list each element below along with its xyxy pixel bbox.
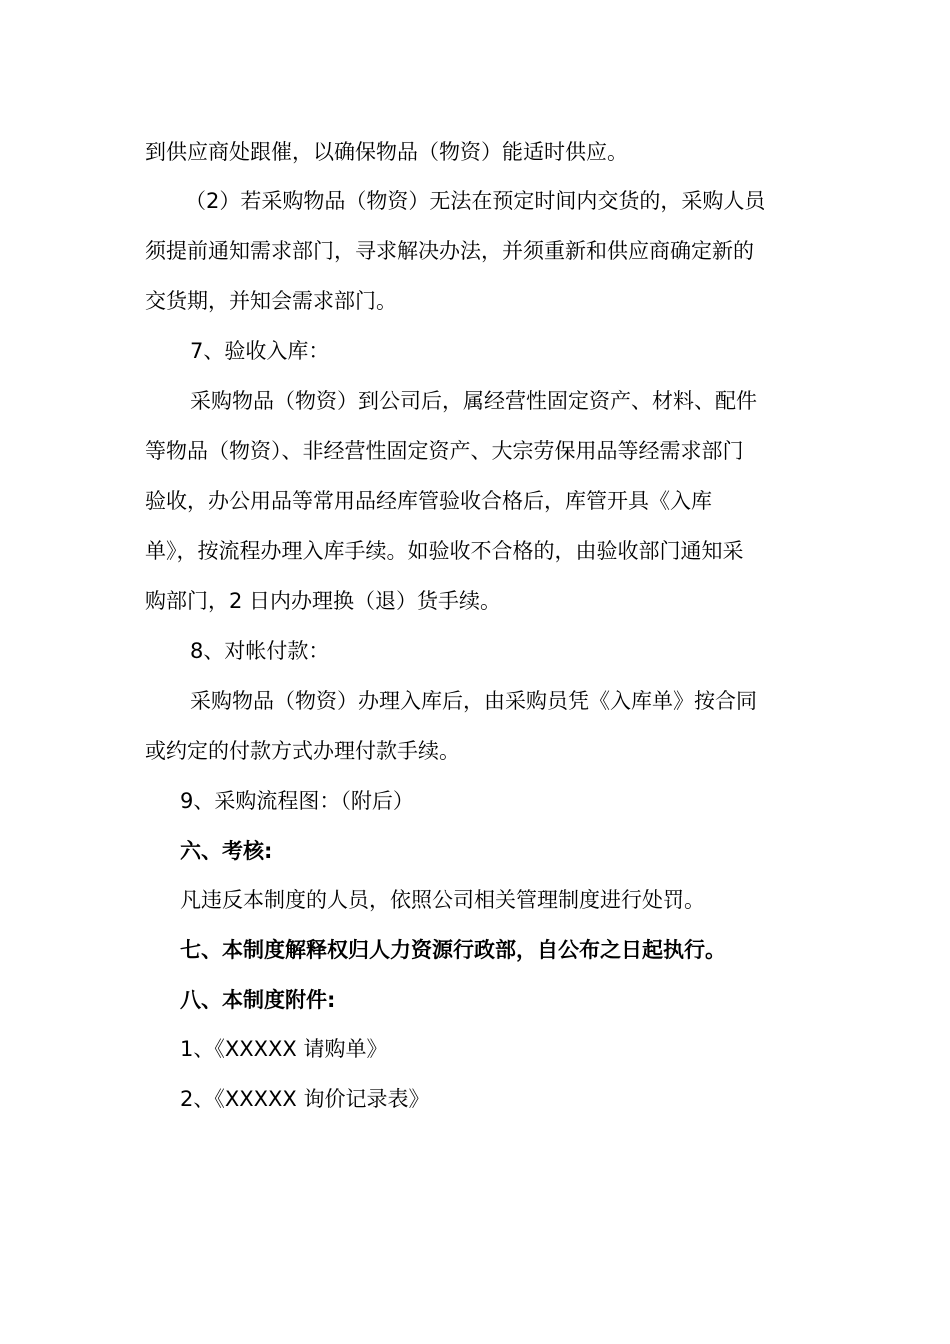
chapter-heading: 六、考核: <box>180 839 273 863</box>
paragraph-line: 单》，按流程办理入库手续。如验收不合格的，由验收部门通知采 <box>145 539 744 563</box>
paragraph-line: 采购物品（物资）到公司后，属经营性固定资产、材料、配件 <box>190 389 757 413</box>
paragraph-line: 或约定的付款方式办理付款手续。 <box>145 739 460 763</box>
attachment-item: 2、《XXXXX 询价记录表》 <box>180 1087 430 1111</box>
section-heading: 9、采购流程图：（附后） <box>180 789 414 813</box>
paragraph-line: 凡违反本制度的人员，依照公司相关管理制度进行处罚。 <box>180 888 705 912</box>
chapter-heading: 八、本制度附件: <box>180 988 336 1012</box>
chapter-heading: 七、本制度解释权归人力资源行政部，自公布之日起执行。 <box>180 938 726 962</box>
paragraph-line: 验收，办公用品等常用品经库管验收合格后，库管开具《入库 <box>145 489 712 513</box>
paragraph-line: （2）若采购物品（物资）无法在预定时间内交货的，采购人员 <box>185 189 766 213</box>
paragraph-line: 购部门，2 日内办理换（退）货手续。 <box>145 589 502 613</box>
paragraph-line: 须提前通知需求部门，寻求解决办法，并须重新和供应商确定新的 <box>145 239 754 263</box>
paragraph-line: 交货期，并知会需求部门。 <box>145 289 397 313</box>
paragraph-line: 采购物品（物资）办理入库后，由采购员凭《入库单》按合同 <box>190 689 757 713</box>
section-heading: 7、验收入库： <box>190 339 330 363</box>
attachment-item: 1、《XXXXX 请购单》 <box>180 1037 388 1061</box>
paragraph-line: 等物品（物资）、非经营性固定资产、大宗劳保用品等经需求部门 <box>145 439 744 463</box>
section-heading: 8、对帐付款： <box>190 639 330 663</box>
paragraph-line: 到供应商处跟催，以确保物品（物资）能适时供应。 <box>145 140 628 164</box>
